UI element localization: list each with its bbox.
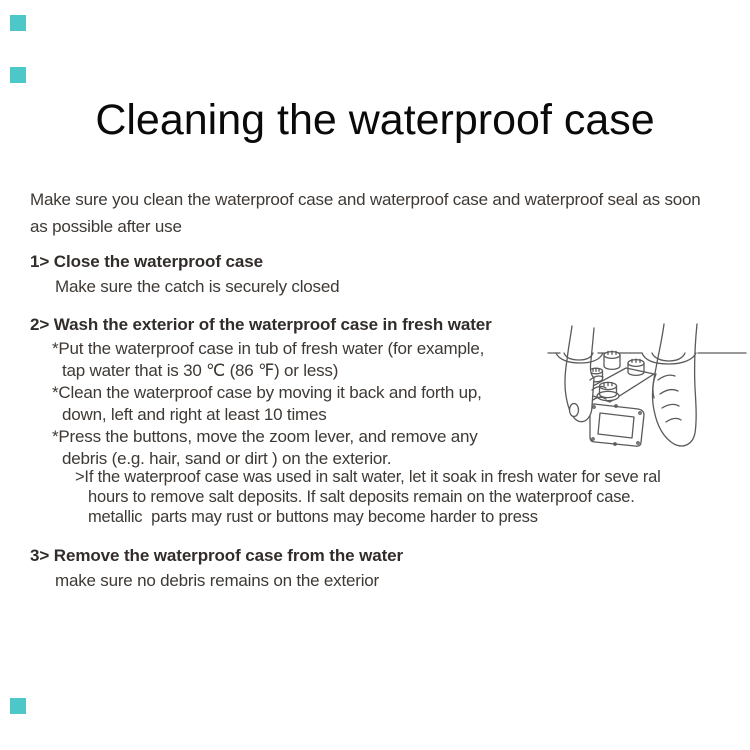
step-3-body: [30, 570, 746, 592]
intro-line-1: Make sure you clean the waterproof case and waterproof case and waterproof seal as soon: [30, 190, 701, 209]
case-window: [598, 413, 634, 438]
note-line-2: hours to remove salt deposits. If salt deposits remain on the waterproof case.: [88, 488, 635, 506]
note-line-1: >If the waterproof case was used in salt water, let it soak in fresh water for seve ral: [75, 468, 661, 486]
knob-center: [604, 351, 620, 369]
step-1-body: [30, 276, 746, 298]
decor-square-bottom: [10, 698, 26, 714]
step-2-bullet-1-cont: tap water that is 30 ℃ (86 ℉) or less): [62, 361, 339, 380]
step-1-heading: 1> Close the waterproof case: [30, 252, 263, 271]
step-2-bullet-2: *Clean the waterproof case by moving it back and forth up,: [52, 383, 482, 402]
decor-square-top-1: [10, 15, 26, 31]
decor-square-top-2: [10, 67, 26, 83]
page-title: Cleaning the waterproof case: [95, 96, 655, 144]
step-2-bullet-1: *Put the waterproof case in tub of fresh water (for example,: [52, 339, 485, 358]
left-thumb: [570, 404, 579, 417]
intro-line-2: as possible after use: [30, 217, 182, 236]
step-3-line-1: make sure no debris remains on the exterior: [55, 571, 380, 590]
step-2-salt-water-note: [30, 467, 746, 527]
step-1-line-1: Make sure the catch is securely closed: [55, 277, 340, 296]
intro-paragraph: [30, 186, 746, 240]
step-2-bullet-3-cont: debris (e.g. hair, sand or dirt ) on the exterior.: [62, 449, 392, 468]
note-line-3: metallic parts may rust or buttons may become harder to press: [88, 508, 538, 526]
step-2-bullet-2-cont: down, left and right at least 10 times: [62, 405, 327, 424]
step-2-heading: 2> Wash the exterior of the waterproof case in fresh water: [30, 315, 492, 334]
step-2-bullet-3: *Press the buttons, move the zoom lever, and remove any: [52, 427, 478, 446]
waterproof-case-washing-illustration: [546, 316, 748, 472]
step-3-heading: 3> Remove the waterproof case from the water: [30, 546, 404, 565]
right-hand: [653, 324, 697, 446]
